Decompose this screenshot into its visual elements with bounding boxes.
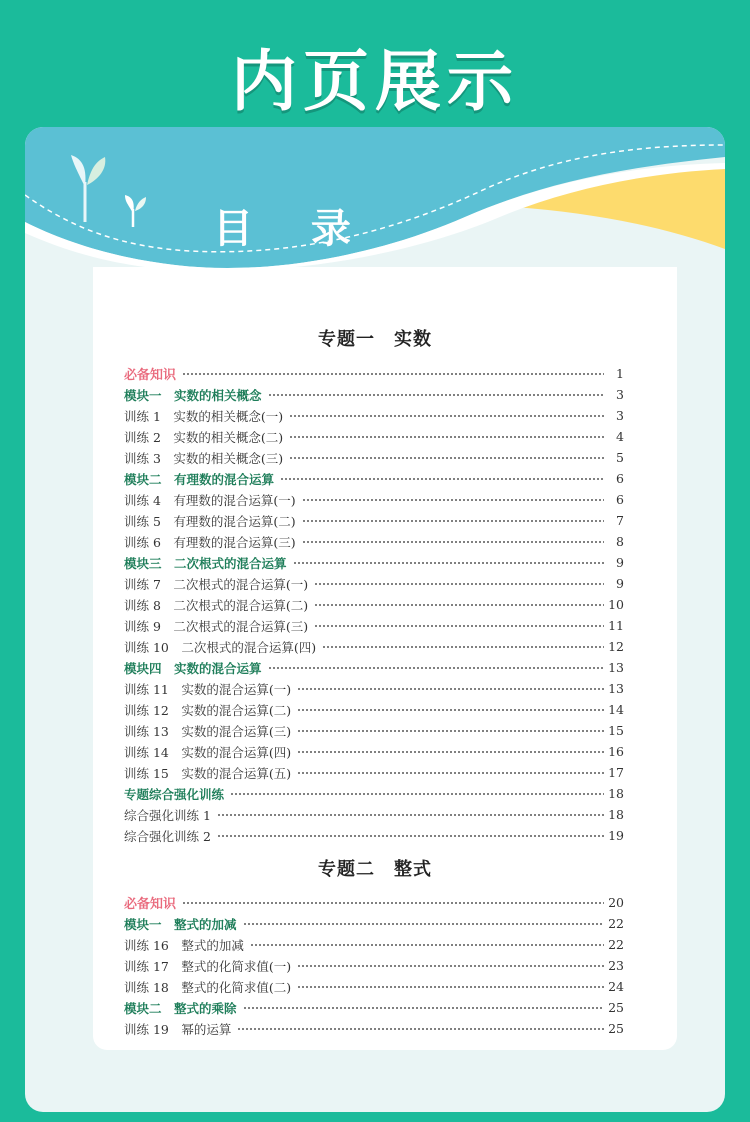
dot-leader <box>182 373 604 375</box>
dot-leader <box>314 583 604 585</box>
toc-list-1 <box>124 363 624 846</box>
dot-leader <box>297 751 604 753</box>
toc-list-2 <box>124 892 624 1039</box>
toc-entry-label: 训练 2 实数的相关概念(二) <box>124 429 284 445</box>
toc-entry-page: 25 <box>608 1000 624 1015</box>
toc-entry-page: 9 <box>616 576 624 591</box>
toc-entry[interactable] <box>124 363 624 384</box>
toc-entry[interactable] <box>124 955 624 976</box>
toc-entry-page: 6 <box>616 492 624 507</box>
dot-leader <box>217 835 604 837</box>
toc-entry-label: 训练 13 实数的混合运算(三) <box>124 723 292 739</box>
toc-entry-label: 训练 10 二次根式的混合运算(四) <box>124 639 317 655</box>
toc-entry-page: 10 <box>608 597 624 612</box>
toc-entry-page: 22 <box>608 937 624 952</box>
toc-entry-page: 11 <box>608 618 624 633</box>
toc-entry-page: 19 <box>608 828 624 843</box>
toc-entry-label: 训练 7 二次根式的混合运算(一) <box>124 576 309 592</box>
toc-entry[interactable] <box>124 997 624 1018</box>
toc-entry[interactable] <box>124 552 624 573</box>
dot-leader <box>250 944 604 946</box>
toc-entry[interactable] <box>124 892 624 913</box>
banner-title: 内页展示 <box>231 43 519 120</box>
dot-leader <box>243 1007 604 1009</box>
toc-entry-page: 4 <box>616 429 624 444</box>
header-wave <box>25 127 725 277</box>
toc-entry[interactable] <box>124 913 624 934</box>
toc-entry-label: 训练 14 实数的混合运算(四) <box>124 744 292 760</box>
toc-entry[interactable] <box>124 1018 624 1039</box>
toc-entry-page: 9 <box>616 555 624 570</box>
dot-leader <box>302 541 604 543</box>
dot-leader <box>297 772 604 774</box>
dot-leader <box>302 499 604 501</box>
toc-entry[interactable] <box>124 405 624 426</box>
toc-entry-page: 20 <box>608 895 624 910</box>
toc-entry-page: 1 <box>616 366 624 381</box>
toc-entry[interactable] <box>124 636 624 657</box>
toc-entry[interactable] <box>124 762 624 783</box>
dot-leader <box>289 415 604 417</box>
toc-entry-page: 24 <box>608 979 624 994</box>
toc-entry[interactable] <box>124 615 624 636</box>
dot-leader <box>297 730 604 732</box>
toc-entry-label: 专题综合强化训练 <box>124 786 225 802</box>
toc-entry-page: 25 <box>608 1021 624 1036</box>
dot-leader <box>217 814 604 816</box>
contents-card <box>25 127 725 1112</box>
toc-entry-label: 训练 17 整式的化简求值(一) <box>124 958 292 974</box>
toc-entry-page: 7 <box>616 513 624 528</box>
toc-entry-page: 14 <box>608 702 624 717</box>
section-title-1: 专题一 实数 <box>318 329 432 350</box>
toc-entry[interactable] <box>124 489 624 510</box>
dot-leader <box>289 457 604 459</box>
toc-entry-page: 5 <box>616 450 624 465</box>
toc-entry[interactable] <box>124 804 624 825</box>
toc-entry[interactable] <box>124 783 624 804</box>
dot-leader <box>268 667 604 669</box>
toc-entry-label: 训练 12 实数的混合运算(二) <box>124 702 292 718</box>
toc-entry[interactable] <box>124 825 624 846</box>
toc-entry[interactable] <box>124 699 624 720</box>
toc-entry-page: 13 <box>608 660 624 675</box>
toc-entry[interactable] <box>124 594 624 615</box>
toc-entry-label: 模块一 整式的加减 <box>124 916 237 932</box>
dot-leader <box>297 965 604 967</box>
toc-entry[interactable] <box>124 426 624 447</box>
toc-entry[interactable] <box>124 510 624 531</box>
toc-entry-label: 训练 19 幂的运算 <box>124 1021 232 1037</box>
dot-leader <box>322 646 604 648</box>
toc-entry[interactable] <box>124 741 624 762</box>
dot-leader <box>314 625 604 627</box>
toc-entry[interactable] <box>124 720 624 741</box>
dot-leader <box>297 986 604 988</box>
toc-entry-label: 训练 6 有理数的混合运算(三) <box>124 534 296 550</box>
toc-entry-page: 15 <box>608 723 624 738</box>
dot-leader <box>268 394 604 396</box>
dot-leader <box>243 923 604 925</box>
dot-leader <box>237 1028 604 1030</box>
toc-entry-page: 16 <box>608 744 624 759</box>
toc-entry-page: 6 <box>616 471 624 486</box>
toc-entry-label: 模块一 实数的相关概念 <box>124 387 262 403</box>
toc-entry-label: 模块三 二次根式的混合运算 <box>124 555 287 571</box>
toc-entry-label: 模块二 有理数的混合运算 <box>124 471 275 487</box>
toc-entry-label: 训练 15 实数的混合运算(五) <box>124 765 292 781</box>
toc-entry-label: 训练 9 二次根式的混合运算(三) <box>124 618 309 634</box>
toc-entry-page: 18 <box>608 786 624 801</box>
toc-entry-label: 必备知识 <box>124 897 177 912</box>
toc-entry-label: 训练 11 实数的混合运算(一) <box>124 681 292 697</box>
dot-leader <box>302 520 604 522</box>
dot-leader <box>280 478 604 480</box>
toc-entry-label: 训练 18 整式的化简求值(二) <box>124 979 292 995</box>
section-title-2: 专题二 整式 <box>318 859 432 880</box>
toc-entry-label: 训练 3 实数的相关概念(三) <box>124 450 284 466</box>
toc-entry-page: 22 <box>608 916 624 931</box>
toc-entry[interactable] <box>124 468 624 489</box>
dot-leader <box>289 436 604 438</box>
dot-leader <box>314 604 604 606</box>
toc-entry-label: 训练 8 二次根式的混合运算(二) <box>124 597 309 613</box>
toc-entry-label: 训练 5 有理数的混合运算(二) <box>124 513 296 529</box>
toc-entry-page: 3 <box>616 408 624 423</box>
toc-entry-label: 模块二 整式的乘除 <box>124 1000 237 1016</box>
toc-entry-page: 8 <box>616 534 624 549</box>
toc-entry-page: 3 <box>616 387 624 402</box>
toc-entry-label: 必备知识 <box>124 368 177 383</box>
toc-entry-page: 18 <box>608 807 624 822</box>
toc-entry-page: 13 <box>608 681 624 696</box>
toc-entry-label: 训练 4 有理数的混合运算(一) <box>124 492 296 508</box>
toc-entry-page: 23 <box>608 958 624 973</box>
toc-entry[interactable] <box>124 934 624 955</box>
toc-entry-page: 17 <box>608 765 624 780</box>
toc-entry-label: 模块四 实数的混合运算 <box>124 660 262 676</box>
dot-leader <box>230 793 604 795</box>
dot-leader <box>297 688 604 690</box>
toc-entry-label: 综合强化训练 1 <box>124 807 211 823</box>
toc-entry[interactable] <box>124 531 624 552</box>
toc-entry[interactable] <box>124 447 624 468</box>
dot-leader <box>297 709 604 711</box>
dot-leader <box>293 562 604 564</box>
toc-entry[interactable] <box>124 657 624 678</box>
toc-entry[interactable] <box>124 384 624 405</box>
toc-entry-label: 训练 16 整式的加减 <box>124 937 244 953</box>
toc-entry[interactable] <box>124 573 624 594</box>
toc-entry-label: 综合强化训练 2 <box>124 828 211 844</box>
toc-entry[interactable] <box>124 976 624 997</box>
toc-entry-page: 12 <box>608 639 624 654</box>
toc-heading: 目 录 <box>213 206 373 252</box>
toc-entry-label: 训练 1 实数的相关概念(一) <box>124 408 284 424</box>
toc-entry[interactable] <box>124 678 624 699</box>
dot-leader <box>182 902 604 904</box>
